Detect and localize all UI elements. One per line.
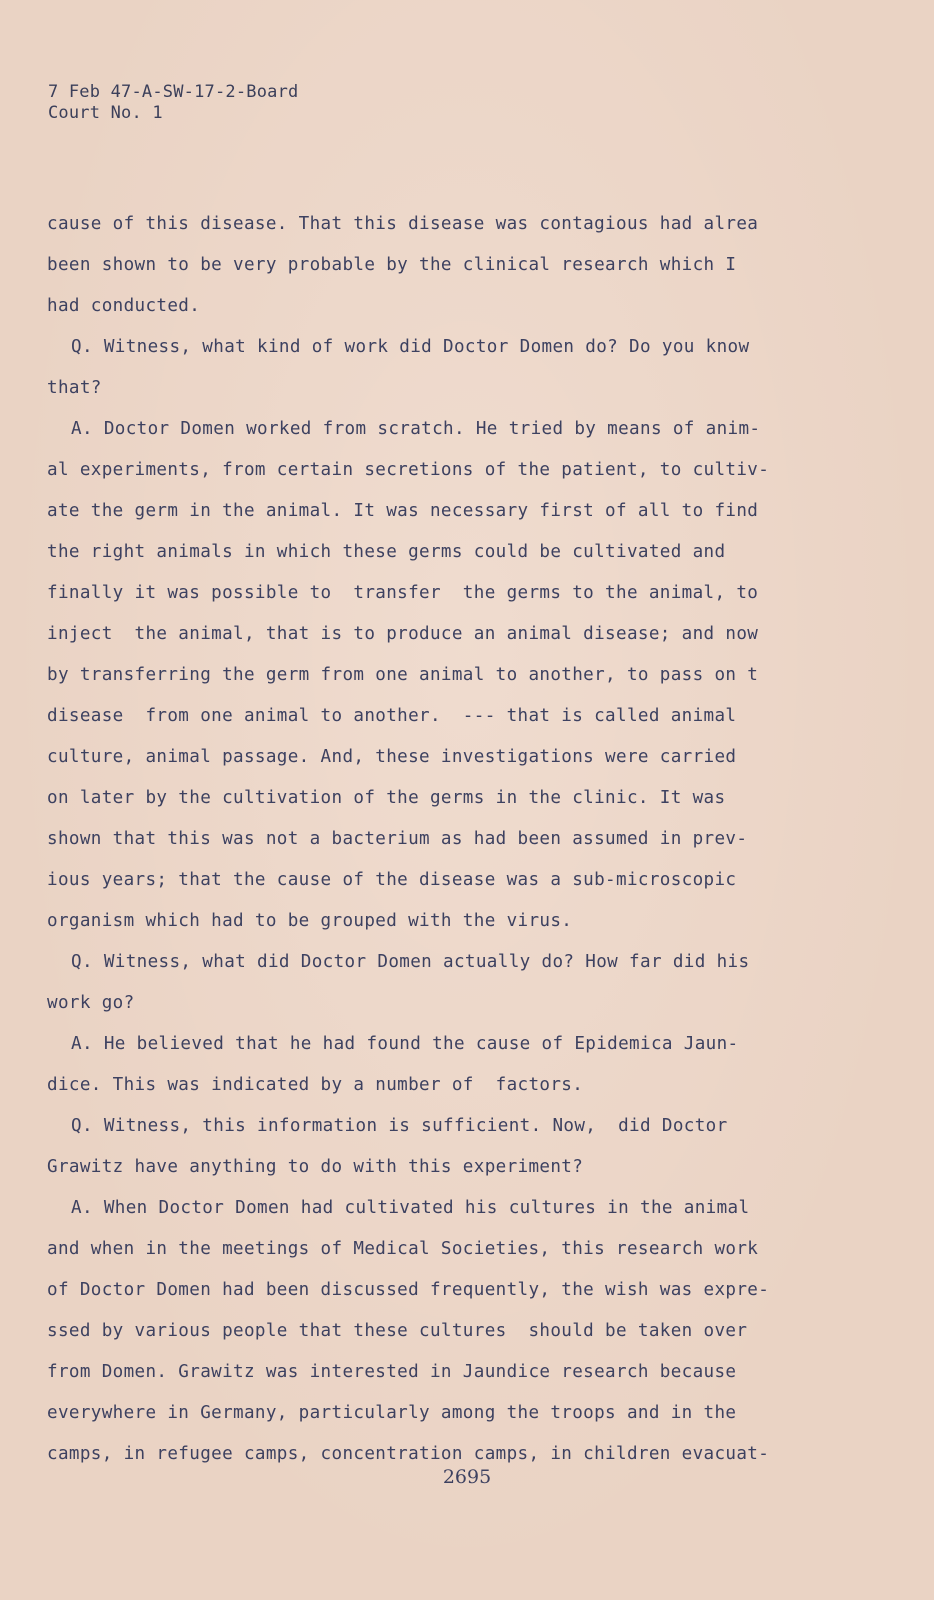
text-line: Q. Witness, this information is sufficient. Now, did Doctor (71, 1116, 728, 1136)
text-line: ious years; that the cause of the disease was a sub-microscopic (47, 870, 737, 890)
transcript-body (47, 204, 897, 1475)
text-line: that? (47, 378, 102, 398)
text-line: by transferring the germ from one animal to another, to pass on t (47, 665, 759, 685)
text-line: work go? (47, 993, 135, 1013)
header-line-1: 7 Feb 47-A-SW-17-2-Board (48, 82, 299, 102)
text-line: A. Doctor Domen worked from scratch. He tried by means of anim- (71, 419, 761, 439)
text-line: on later by the cultivation of the germs in the clinic. It was (47, 788, 726, 808)
text-line: A. When Doctor Domen had cultivated his cultures in the animal (71, 1198, 750, 1218)
text-line: ssed by various people that these cultures should be taken over (47, 1321, 748, 1341)
text-line: organism which had to be grouped with the virus. (47, 911, 573, 931)
text-line: ate the germ in the animal. It was necessary first of all to find (47, 501, 759, 521)
text-line: Q. Witness, what kind of work did Doctor Domen do? Do you know (71, 337, 750, 357)
text-line: cause of this disease. That this disease was contagious had alrea (47, 214, 759, 234)
text-line: disease from one animal to another. --- that is called animal (47, 706, 737, 726)
text-line: Grawitz have anything to do with this experiment? (47, 1157, 584, 1177)
text-line: culture, animal passage. And, these investigations were carried (47, 747, 737, 767)
document-header (48, 82, 298, 124)
text-line: finally it was possible to transfer the germs to the animal, to (47, 583, 759, 603)
text-line: Q. Witness, what did Doctor Domen actually do? How far did his (71, 952, 750, 972)
text-line: A. He believed that he had found the cause of Epidemica Jaun- (71, 1034, 739, 1054)
text-line: from Domen. Grawitz was interested in Jaundice research because (47, 1362, 737, 1382)
text-line: of Doctor Domen had been discussed frequently, the wish was expre- (47, 1280, 770, 1300)
header-line-2: Court No. 1 (48, 103, 163, 123)
text-line: camps, in refugee camps, concentration camps, in children evacuat- (47, 1444, 770, 1464)
text-line: had conducted. (47, 296, 201, 316)
text-line: and when in the meetings of Medical Societies, this research work (47, 1239, 759, 1259)
text-line: shown that this was not a bacterium as had been assumed in prev- (47, 829, 748, 849)
text-line: been shown to be very probable by the clinical research which I (47, 255, 737, 275)
text-line: inject the animal, that is to produce an animal disease; and now (47, 624, 759, 644)
page-number: 2695 (442, 1466, 492, 1488)
text-line: the right animals in which these germs could be cultivated and (47, 542, 726, 562)
text-line: dice. This was indicated by a number of factors. (47, 1075, 584, 1095)
text-line: al experiments, from certain secretions of the patient, to cultiv- (47, 460, 770, 480)
text-line: everywhere in Germany, particularly among the troops and in the (47, 1403, 737, 1423)
